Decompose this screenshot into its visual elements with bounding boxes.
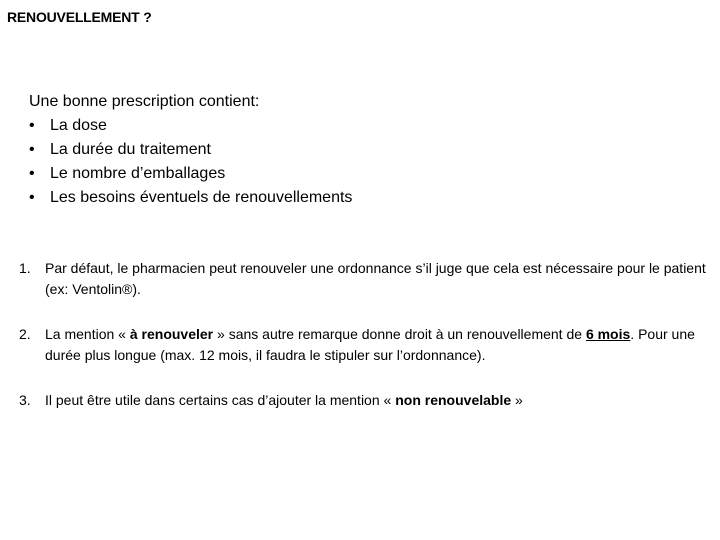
emphasis-text: non renouvelable [395,392,512,408]
quote-close: » [511,392,523,408]
underlined-duration: 6 mois [585,326,631,342]
item-text: Par défaut, le pharmacien peut renouveler une ordonnance s’il juge que cela est nécessaire pour le patient (ex: Ventolin®). [45,260,706,297]
list-item-text: Les besoins éventuels de renouvellements [50,189,353,206]
list-item [29,138,352,162]
numbered-item [19,258,709,300]
list-item [29,186,352,210]
renewal-rules-list [19,258,709,411]
quote-open: « [118,326,130,342]
list-item [29,162,352,186]
item-text-part: . Pour une durée plus longue (max. 12 mois, il faudra le stipuler sur l’ordonnance). [45,326,695,363]
item-text-part: sans autre remarque donne droit à un renouvellement de [224,326,586,342]
list-item-text: La durée du traitement [50,141,211,158]
item-number: 1. [19,260,31,276]
prescription-contents-list [29,114,352,210]
bullet-dot: • [29,141,35,158]
list-item-text: La dose [50,117,107,134]
list-item-text: Le nombre d’emballages [50,165,226,182]
item-text-part: Il peut être utile dans certains cas d’ajouter la mention [45,392,384,408]
page-title: RENOUVELLEMENT ? [7,9,152,25]
bullet-dot: • [29,189,35,206]
numbered-item [19,324,709,366]
item-text-part: La mention [45,326,119,342]
bullet-dot: • [29,165,35,182]
item-number: 2. [19,326,31,342]
prescription-contents-block [29,90,352,210]
emphasis-text: à renouveler [129,326,214,342]
quote-close: » [213,326,225,342]
list-item [29,114,352,138]
intro-heading: Une bonne prescription contient: [29,93,260,110]
item-number: 3. [19,392,31,408]
quote-open: « [383,392,396,408]
bullet-dot: • [29,117,35,134]
numbered-item [19,390,709,411]
